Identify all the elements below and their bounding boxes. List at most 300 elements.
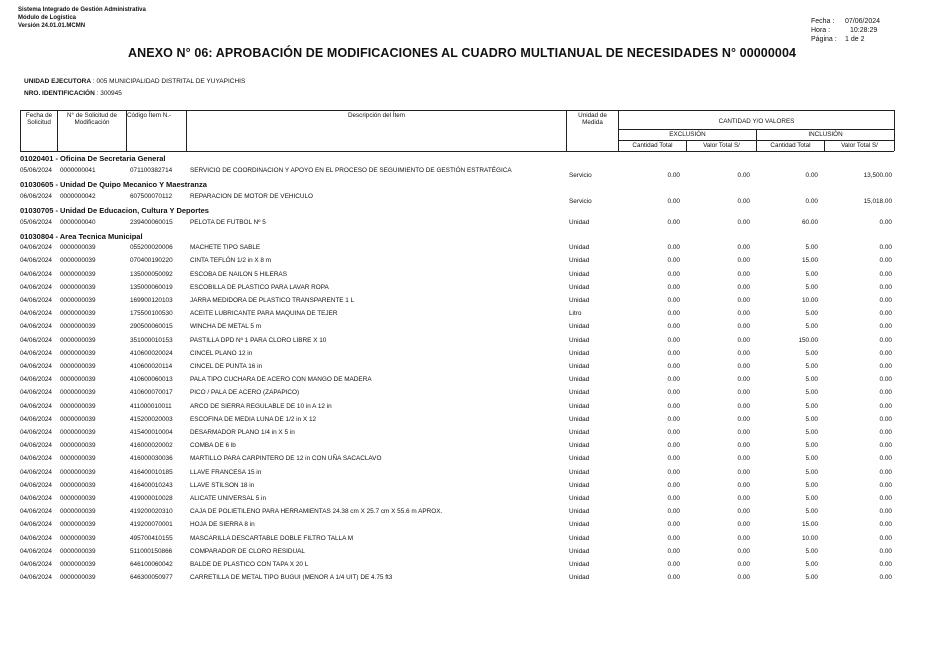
cell-cant-inclusion: 5.00 bbox=[805, 349, 818, 357]
cell-date: 04/06/2024 bbox=[20, 468, 52, 476]
cell-descripcion: JARRA MEDIDORA DE PLASTICO TRANSPARENTE 1 L bbox=[190, 297, 355, 304]
cell-valor-exclusion: 0.00 bbox=[737, 297, 750, 304]
cell-cant-inclusion: 0.00 bbox=[805, 197, 818, 205]
header-desc: Descripción del Ítem bbox=[347, 112, 406, 119]
cell-valor-inclusion: 0.00 bbox=[879, 323, 892, 331]
table-row bbox=[0, 350, 936, 362]
cell-descripcion: ESCOBA DE NAILON 5 HILERAS bbox=[190, 270, 287, 278]
cell-codigo: 239400060015 bbox=[130, 218, 173, 226]
cell-valor-inclusion: 13,500.00 bbox=[863, 171, 892, 179]
cell-valor-exclusion: 0.00 bbox=[737, 547, 750, 555]
cell-unidad: Unidad bbox=[569, 402, 590, 410]
cell-cant-exclusion: 0.00 bbox=[667, 534, 680, 542]
cell-unidad: Unidad bbox=[569, 244, 590, 252]
cell-codigo: 135000060019 bbox=[130, 283, 173, 291]
cell-date: 04/06/2024 bbox=[20, 336, 52, 344]
cell-cant-exclusion: 0.00 bbox=[667, 336, 680, 344]
cell-valor-inclusion: 0.00 bbox=[879, 310, 892, 318]
cell-cant-exclusion: 0.00 bbox=[667, 402, 680, 410]
table-row bbox=[0, 271, 936, 283]
cell-date: 04/06/2024 bbox=[20, 574, 52, 582]
cell-codigo: 410600060013 bbox=[130, 376, 173, 384]
cell-descripcion: PASTILLA DPD Nº 1 PARA CLORO LIBRE X 10 bbox=[190, 336, 327, 344]
cell-valor-inclusion: 0.00 bbox=[879, 442, 892, 450]
table-row bbox=[0, 574, 936, 586]
cell-solicitud: 0000000039 bbox=[60, 429, 96, 436]
cell-cant-exclusion: 0.00 bbox=[667, 574, 680, 582]
cell-unidad: Servicio bbox=[569, 197, 592, 205]
cell-cant-inclusion: 5.00 bbox=[805, 283, 818, 291]
cell-valor-exclusion: 0.00 bbox=[737, 363, 750, 370]
cell-descripcion: PALA TIPO CUCHARA DE ACERO CON MANGO DE MADERA bbox=[190, 376, 372, 384]
cell-valor-exclusion: 0.00 bbox=[737, 257, 750, 265]
cell-descripcion: LLAVE STILSON 18 in bbox=[190, 481, 255, 489]
cell-date: 04/06/2024 bbox=[20, 481, 52, 489]
cell-cant-inclusion: 5.00 bbox=[805, 442, 818, 450]
cell-unidad: Unidad bbox=[569, 336, 590, 344]
cell-cant-inclusion: 5.00 bbox=[805, 495, 818, 502]
cell-valor-inclusion: 0.00 bbox=[879, 402, 892, 410]
cell-date: 04/06/2024 bbox=[20, 429, 52, 436]
cell-valor-inclusion: 0.00 bbox=[879, 495, 892, 502]
cell-date: 04/06/2024 bbox=[20, 297, 52, 304]
cell-valor-inclusion: 0.00 bbox=[879, 349, 892, 357]
fecha-label: Fecha : bbox=[811, 18, 835, 25]
cell-valor-exclusion: 0.00 bbox=[737, 442, 750, 450]
cell-unidad: Litro bbox=[569, 310, 582, 318]
table-row bbox=[0, 297, 936, 309]
cell-valor-inclusion: 0.00 bbox=[879, 336, 892, 344]
cell-valor-exclusion: 0.00 bbox=[737, 270, 750, 278]
cell-valor-inclusion: 0.00 bbox=[879, 376, 892, 384]
cell-cant-inclusion: 5.00 bbox=[805, 270, 818, 278]
ue-value: : 005 MUNICIPALIDAD DISTRITAL DE YUYAPICHIS bbox=[92, 78, 246, 85]
cell-descripcion: DESARMADOR PLANO 1/4 in X 5 in bbox=[190, 429, 295, 436]
cell-date: 05/06/2024 bbox=[20, 166, 52, 174]
cell-codigo: 495700410155 bbox=[130, 534, 173, 542]
cell-descripcion: SERVICIO DE COORDINACION Y APOYO EN EL PROCESO DE SEGUIMIENTO DE GESTIÓN ESTRATÉGICA bbox=[190, 166, 512, 174]
cell-valor-inclusion: 0.00 bbox=[879, 481, 892, 489]
cell-descripcion: BALDE DE PLASTICO CON TAPA X 20 L bbox=[190, 561, 309, 568]
cell-cant-inclusion: 5.00 bbox=[805, 547, 818, 555]
cell-valor-inclusion: 0.00 bbox=[879, 257, 892, 265]
hora-label: Hora : bbox=[811, 27, 831, 34]
table-row bbox=[0, 403, 936, 415]
table-row bbox=[0, 482, 936, 494]
header-num: N° de Solicitud de Modificación bbox=[66, 112, 118, 126]
cell-unidad: Unidad bbox=[569, 323, 590, 331]
cell-descripcion: PICO / PALA DE ACERO (ZAPAPICO) bbox=[190, 389, 300, 397]
cell-valor-inclusion: 0.00 bbox=[879, 547, 892, 555]
module-name: Módulo de Logística bbox=[18, 15, 76, 21]
cell-solicitud: 0000000039 bbox=[60, 442, 96, 450]
cell-codigo: 511000150866 bbox=[130, 547, 173, 555]
cell-date: 04/06/2024 bbox=[20, 323, 52, 331]
cell-valor-inclusion: 0.00 bbox=[879, 468, 892, 476]
cell-codigo: 415200020003 bbox=[130, 415, 173, 423]
cell-valor-inclusion: 0.00 bbox=[879, 429, 892, 436]
hora-value: 10:28:29 bbox=[850, 27, 878, 34]
cell-date: 04/06/2024 bbox=[20, 283, 52, 291]
cell-cant-exclusion: 0.00 bbox=[667, 171, 680, 179]
cell-cant-exclusion: 0.00 bbox=[667, 349, 680, 357]
cell-solicitud: 0000000039 bbox=[60, 508, 96, 516]
cell-codigo: 416000020002 bbox=[130, 442, 173, 450]
cell-date: 04/06/2024 bbox=[20, 363, 52, 370]
header-fecha: Fecha de Solicitud bbox=[25, 112, 53, 126]
cell-solicitud: 0000000039 bbox=[60, 323, 96, 331]
cell-date: 04/06/2024 bbox=[20, 455, 52, 463]
cell-valor-exclusion: 0.00 bbox=[737, 323, 750, 331]
cell-solicitud: 0000000039 bbox=[60, 455, 96, 463]
cell-descripcion: MARTILLO PARA CARPINTERO DE 12 in CON UÑA SACACLAVO bbox=[190, 455, 382, 463]
cell-date: 05/06/2024 bbox=[20, 218, 52, 226]
cell-cant-inclusion: 5.00 bbox=[805, 468, 818, 476]
cell-valor-inclusion: 15,018.00 bbox=[863, 197, 892, 205]
cell-cant-inclusion: 150.00 bbox=[798, 336, 818, 344]
cell-codigo: 607500070112 bbox=[130, 192, 173, 200]
cell-unidad: Unidad bbox=[569, 389, 590, 397]
cell-solicitud: 0000000041 bbox=[60, 166, 96, 174]
cell-cant-exclusion: 0.00 bbox=[667, 455, 680, 463]
cell-cant-inclusion: 5.00 bbox=[805, 389, 818, 397]
cell-descripcion: MACHETE TIPO SABLE bbox=[190, 244, 261, 252]
cell-cant-exclusion: 0.00 bbox=[667, 323, 680, 331]
cell-descripcion: COMPARADOR DE CLORO RESIDUAL bbox=[190, 547, 305, 555]
cell-unidad: Unidad bbox=[569, 429, 590, 436]
table-row bbox=[0, 442, 936, 454]
table-row bbox=[0, 521, 936, 533]
cell-descripcion: MASCARILLA DESCARTABLE DOBLE FILTRO TALLA M bbox=[190, 534, 354, 542]
cell-valor-exclusion: 0.00 bbox=[737, 481, 750, 489]
cell-unidad: Unidad bbox=[569, 297, 590, 304]
unidad-ejecutora bbox=[24, 78, 245, 85]
cell-cant-exclusion: 0.00 bbox=[667, 218, 680, 226]
table-row bbox=[0, 167, 936, 179]
cell-cant-exclusion: 0.00 bbox=[667, 389, 680, 397]
cell-date: 04/06/2024 bbox=[20, 495, 52, 502]
cell-cant-exclusion: 0.00 bbox=[667, 197, 680, 205]
cell-codigo: 169900120103 bbox=[130, 297, 173, 304]
cell-valor-exclusion: 0.00 bbox=[737, 197, 750, 205]
cell-descripcion: ALICATE UNIVERSAL 5 in bbox=[190, 495, 267, 502]
cell-codigo: 290500060015 bbox=[130, 323, 173, 331]
cell-descripcion: LLAVE FRANCESA 15 in bbox=[190, 468, 262, 476]
cell-cant-inclusion: 15.00 bbox=[802, 521, 818, 529]
table-row bbox=[0, 284, 936, 296]
cell-codigo: 070400190220 bbox=[130, 257, 173, 265]
cell-solicitud: 0000000039 bbox=[60, 415, 96, 423]
cell-codigo: 410600020114 bbox=[130, 363, 173, 370]
cell-cant-inclusion: 5.00 bbox=[805, 415, 818, 423]
cell-codigo: 411000010011 bbox=[130, 402, 172, 410]
pagina-label: Página : bbox=[811, 36, 837, 43]
cell-valor-inclusion: 0.00 bbox=[879, 283, 892, 291]
cell-solicitud: 0000000042 bbox=[60, 192, 96, 200]
cell-unidad: Unidad bbox=[569, 349, 590, 357]
cell-solicitud: 0000000039 bbox=[60, 495, 96, 502]
cell-valor-exclusion: 0.00 bbox=[737, 534, 750, 542]
header-val-incl: Valor Total S/ bbox=[841, 142, 878, 149]
pagina-value: 1 de 2 bbox=[845, 36, 865, 43]
cell-descripcion: REPARACION DE MOTOR DE VEHICULO bbox=[190, 192, 313, 200]
cell-solicitud: 0000000039 bbox=[60, 521, 96, 529]
cell-cant-exclusion: 0.00 bbox=[667, 508, 680, 516]
cell-cant-exclusion: 0.00 bbox=[667, 376, 680, 384]
cell-date: 04/06/2024 bbox=[20, 270, 52, 278]
cell-codigo: 135000050092 bbox=[130, 270, 173, 278]
header-group: CANTIDAD Y/O VALORES bbox=[718, 118, 795, 125]
table-row bbox=[0, 508, 936, 520]
section-header: 01030605 - Unidad De Quipo Mecanico Y Maestranza bbox=[20, 180, 207, 189]
cell-valor-exclusion: 0.00 bbox=[737, 310, 750, 318]
cell-codigo: 415400010004 bbox=[130, 429, 173, 436]
cell-cant-inclusion: 5.00 bbox=[805, 455, 818, 463]
table-row bbox=[0, 561, 936, 573]
cell-descripcion: CINCEL PLANO 12 in bbox=[190, 349, 253, 357]
cell-descripcion: ESCOFINA DE MEDIA LUNA DE 1/2 in X 12 bbox=[190, 415, 317, 423]
cell-valor-inclusion: 0.00 bbox=[879, 574, 892, 582]
section-header: 01030804 - Area Tecnica Municipal bbox=[20, 231, 143, 241]
cell-cant-exclusion: 0.00 bbox=[667, 244, 680, 252]
cell-cant-exclusion: 0.00 bbox=[667, 561, 680, 568]
cell-solicitud: 0000000039 bbox=[60, 244, 96, 252]
cell-unidad: Unidad bbox=[569, 495, 590, 502]
cell-date: 04/06/2024 bbox=[20, 310, 52, 318]
cell-cant-inclusion: 5.00 bbox=[805, 429, 818, 436]
cell-valor-exclusion: 0.00 bbox=[737, 415, 750, 423]
cell-unidad: Unidad bbox=[569, 283, 590, 291]
cell-cant-inclusion: 60.00 bbox=[802, 218, 818, 226]
version: Versión 24.01.01.MCMN bbox=[18, 23, 86, 29]
cell-unidad: Unidad bbox=[569, 442, 590, 450]
cell-valor-inclusion: 0.00 bbox=[879, 508, 892, 516]
cell-valor-exclusion: 0.00 bbox=[737, 244, 750, 252]
table-row bbox=[0, 495, 936, 507]
table-row bbox=[0, 548, 936, 560]
header-code: Código Ítem N.- bbox=[127, 112, 172, 119]
table-row bbox=[0, 416, 936, 428]
cell-date: 04/06/2024 bbox=[20, 534, 52, 542]
cell-unidad: Unidad bbox=[569, 561, 590, 568]
cell-cant-inclusion: 10.00 bbox=[802, 297, 818, 304]
cell-cant-inclusion: 5.00 bbox=[805, 508, 818, 516]
cell-descripcion: CINTA TEFLÓN 1/2 in X 8 m bbox=[190, 257, 272, 265]
cell-valor-exclusion: 0.00 bbox=[737, 495, 750, 502]
cell-codigo: 419200070001 bbox=[130, 521, 173, 529]
table-row bbox=[0, 323, 936, 335]
cell-solicitud: 0000000039 bbox=[60, 574, 96, 582]
cell-valor-exclusion: 0.00 bbox=[737, 283, 750, 291]
section-header: 01030705 - Unidad De Educacion, Cultura Y Deportes bbox=[20, 206, 209, 215]
cell-valor-inclusion: 0.00 bbox=[879, 561, 892, 568]
system-name: Sistema Integrado de Gestión Administrativa bbox=[18, 7, 146, 13]
cell-solicitud: 0000000039 bbox=[60, 561, 96, 568]
table-row bbox=[0, 257, 936, 269]
cell-descripcion: ARCO DE SIERRA REGULABLE DE 10 in A 12 in bbox=[190, 402, 332, 410]
cell-cant-exclusion: 0.00 bbox=[667, 257, 680, 265]
cell-codigo: 071100382714 bbox=[130, 166, 173, 174]
cell-valor-exclusion: 0.00 bbox=[737, 336, 750, 344]
cell-solicitud: 0000000039 bbox=[60, 336, 96, 344]
cell-valor-exclusion: 0.00 bbox=[737, 171, 750, 179]
cell-codigo: 410600020024 bbox=[130, 349, 173, 357]
cell-solicitud: 0000000039 bbox=[60, 363, 96, 370]
cell-valor-inclusion: 0.00 bbox=[879, 270, 892, 278]
cell-valor-inclusion: 0.00 bbox=[879, 363, 892, 370]
cell-unidad: Unidad bbox=[569, 257, 590, 265]
cell-cant-inclusion: 15.00 bbox=[802, 257, 818, 265]
cell-unidad: Unidad bbox=[569, 376, 590, 384]
cell-valor-inclusion: 0.00 bbox=[879, 415, 892, 423]
cell-cant-exclusion: 0.00 bbox=[667, 547, 680, 555]
cell-descripcion: PELOTA DE FUTBOL Nº 5 bbox=[190, 218, 266, 226]
cell-solicitud: 0000000039 bbox=[60, 270, 96, 278]
table-row bbox=[0, 535, 936, 547]
cell-descripcion: COMBA DE 6 lb bbox=[190, 442, 236, 450]
cell-cant-exclusion: 0.00 bbox=[667, 468, 680, 476]
cell-valor-inclusion: 0.00 bbox=[879, 297, 892, 304]
cell-cant-exclusion: 0.00 bbox=[667, 363, 680, 370]
cell-date: 04/06/2024 bbox=[20, 244, 52, 252]
cell-cant-exclusion: 0.00 bbox=[667, 481, 680, 489]
table-row bbox=[0, 219, 936, 231]
cell-solicitud: 0000000039 bbox=[60, 349, 96, 357]
cell-unidad: Unidad bbox=[569, 521, 590, 529]
cell-cant-inclusion: 5.00 bbox=[805, 574, 818, 582]
header-inclusion: INCLUSIÓN bbox=[808, 131, 843, 138]
cell-codigo: 055200020006 bbox=[130, 244, 173, 252]
cell-solicitud: 0000000039 bbox=[60, 534, 96, 542]
cell-solicitud: 0000000039 bbox=[60, 481, 96, 489]
table-row bbox=[0, 429, 936, 441]
cell-solicitud: 0000000039 bbox=[60, 402, 96, 410]
cell-date: 04/06/2024 bbox=[20, 402, 52, 410]
table-row bbox=[0, 455, 936, 467]
table-row bbox=[0, 469, 936, 481]
cell-descripcion: ACEITE LUBRICANTE PARA MAQUINA DE TEJER bbox=[190, 310, 338, 318]
cell-valor-inclusion: 0.00 bbox=[879, 455, 892, 463]
header-cant-incl: Cantidad Total bbox=[770, 142, 811, 149]
cell-date: 04/06/2024 bbox=[20, 257, 52, 265]
cell-descripcion: WINCHA DE METAL 5 m bbox=[190, 323, 262, 331]
cell-valor-exclusion: 0.00 bbox=[737, 561, 750, 568]
cell-valor-exclusion: 0.00 bbox=[737, 389, 750, 397]
cell-cant-exclusion: 0.00 bbox=[667, 495, 680, 502]
table-row bbox=[0, 193, 936, 205]
cell-date: 04/06/2024 bbox=[20, 389, 52, 397]
nro-value: : 300945 bbox=[96, 90, 122, 97]
cell-solicitud: 0000000039 bbox=[60, 257, 96, 265]
cell-valor-exclusion: 0.00 bbox=[737, 376, 750, 384]
cell-date: 04/06/2024 bbox=[20, 547, 52, 555]
cell-unidad: Unidad bbox=[569, 218, 590, 226]
cell-unidad: Servicio bbox=[569, 171, 592, 179]
cell-codigo: 351000010153 bbox=[130, 336, 173, 344]
cell-descripcion: CAJA DE POLIETILENO PARA HERRAMIENTAS 24.38 cm X 25.7 cm X 55.6 m APROX. bbox=[190, 508, 443, 516]
cell-codigo: 646300050977 bbox=[130, 574, 173, 582]
cell-valor-inclusion: 0.00 bbox=[879, 218, 892, 226]
table-row bbox=[0, 389, 936, 401]
cell-cant-exclusion: 0.00 bbox=[667, 442, 680, 450]
cell-cant-inclusion: 10.00 bbox=[802, 534, 818, 542]
cell-cant-exclusion: 0.00 bbox=[667, 283, 680, 291]
cell-date: 04/06/2024 bbox=[20, 521, 52, 529]
cell-unidad: Unidad bbox=[569, 270, 590, 278]
cell-codigo: 419000010028 bbox=[130, 495, 173, 502]
cell-cant-inclusion: 5.00 bbox=[805, 402, 818, 410]
cell-valor-exclusion: 0.00 bbox=[737, 349, 750, 357]
cell-cant-inclusion: 5.00 bbox=[805, 561, 818, 568]
cell-cant-inclusion: 0.00 bbox=[805, 171, 818, 179]
cell-codigo: 416000030036 bbox=[130, 455, 173, 463]
cell-unidad: Unidad bbox=[569, 415, 590, 423]
cell-solicitud: 0000000039 bbox=[60, 376, 96, 384]
cell-solicitud: 0000000039 bbox=[60, 468, 96, 476]
cell-codigo: 416400010185 bbox=[130, 468, 173, 476]
cell-solicitud: 0000000039 bbox=[60, 389, 96, 397]
fecha-value: 07/06/2024 bbox=[845, 18, 881, 25]
cell-descripcion: HOJA DE SIERRA 8 in bbox=[190, 521, 255, 529]
cell-date: 04/06/2024 bbox=[20, 349, 52, 357]
cell-solicitud: 0000000039 bbox=[60, 310, 96, 318]
cell-cant-exclusion: 0.00 bbox=[667, 270, 680, 278]
cell-descripcion: CARRETILLA DE METAL TIPO BUGUI (MENOR A 1/4 UIT) DE 4.75 ft3 bbox=[190, 574, 393, 582]
cell-valor-exclusion: 0.00 bbox=[737, 508, 750, 516]
cell-codigo: 175500100530 bbox=[130, 310, 173, 318]
page-title: ANEXO N° 06: APROBACIÓN DE MODIFICACIONES AL CUADRO MULTIANUAL DE NECESIDADES N° 00000004 bbox=[128, 46, 797, 60]
cell-unidad: Unidad bbox=[569, 455, 590, 463]
cell-cant-exclusion: 0.00 bbox=[667, 415, 680, 423]
cell-codigo: 410600070017 bbox=[130, 389, 173, 397]
cell-solicitud: 0000000039 bbox=[60, 283, 96, 291]
cell-date: 04/06/2024 bbox=[20, 561, 52, 568]
cell-solicitud: 0000000039 bbox=[60, 297, 96, 304]
cell-codigo: 419200020310 bbox=[130, 508, 173, 516]
cell-cant-exclusion: 0.00 bbox=[667, 297, 680, 304]
cell-valor-exclusion: 0.00 bbox=[737, 468, 750, 476]
cell-cant-exclusion: 0.00 bbox=[667, 429, 680, 436]
section-header: 01020401 - Oficina De Secretaria General bbox=[20, 154, 166, 163]
ue-label: UNIDAD EJECUTORA bbox=[24, 78, 92, 85]
table-row bbox=[0, 310, 936, 322]
cell-valor-exclusion: 0.00 bbox=[737, 521, 750, 529]
table-row bbox=[0, 244, 936, 256]
cell-cant-exclusion: 0.00 bbox=[667, 310, 680, 318]
cell-valor-exclusion: 0.00 bbox=[737, 429, 750, 436]
header-cant-excl: Cantidad Total bbox=[632, 142, 673, 149]
cell-date: 04/06/2024 bbox=[20, 415, 52, 423]
header-unit: Unidad de Medida bbox=[578, 112, 607, 126]
cell-cant-inclusion: 5.00 bbox=[805, 363, 818, 370]
cell-date: 04/06/2024 bbox=[20, 508, 52, 516]
cell-solicitud: 0000000039 bbox=[60, 547, 96, 555]
header-val-excl: Valor Total S/ bbox=[703, 142, 740, 149]
cell-valor-exclusion: 0.00 bbox=[737, 218, 750, 226]
cell-codigo: 416400010243 bbox=[130, 481, 173, 489]
cell-descripcion: ESCOBILLA DE PLASTICO PARA LAVAR ROPA bbox=[190, 283, 329, 291]
cell-unidad: Unidad bbox=[569, 363, 590, 370]
cell-codigo: 646100060042 bbox=[130, 561, 173, 568]
nro-label: NRO. IDENTIFICACIÓN bbox=[24, 90, 95, 97]
cell-cant-inclusion: 5.00 bbox=[805, 323, 818, 331]
cell-cant-inclusion: 5.00 bbox=[805, 481, 818, 489]
cell-valor-inclusion: 0.00 bbox=[879, 389, 892, 397]
cell-valor-inclusion: 0.00 bbox=[879, 244, 892, 252]
cell-valor-exclusion: 0.00 bbox=[737, 574, 750, 582]
cell-unidad: Unidad bbox=[569, 481, 590, 489]
cell-descripcion: CINCEL DE PUNTA 16 in bbox=[190, 363, 263, 370]
